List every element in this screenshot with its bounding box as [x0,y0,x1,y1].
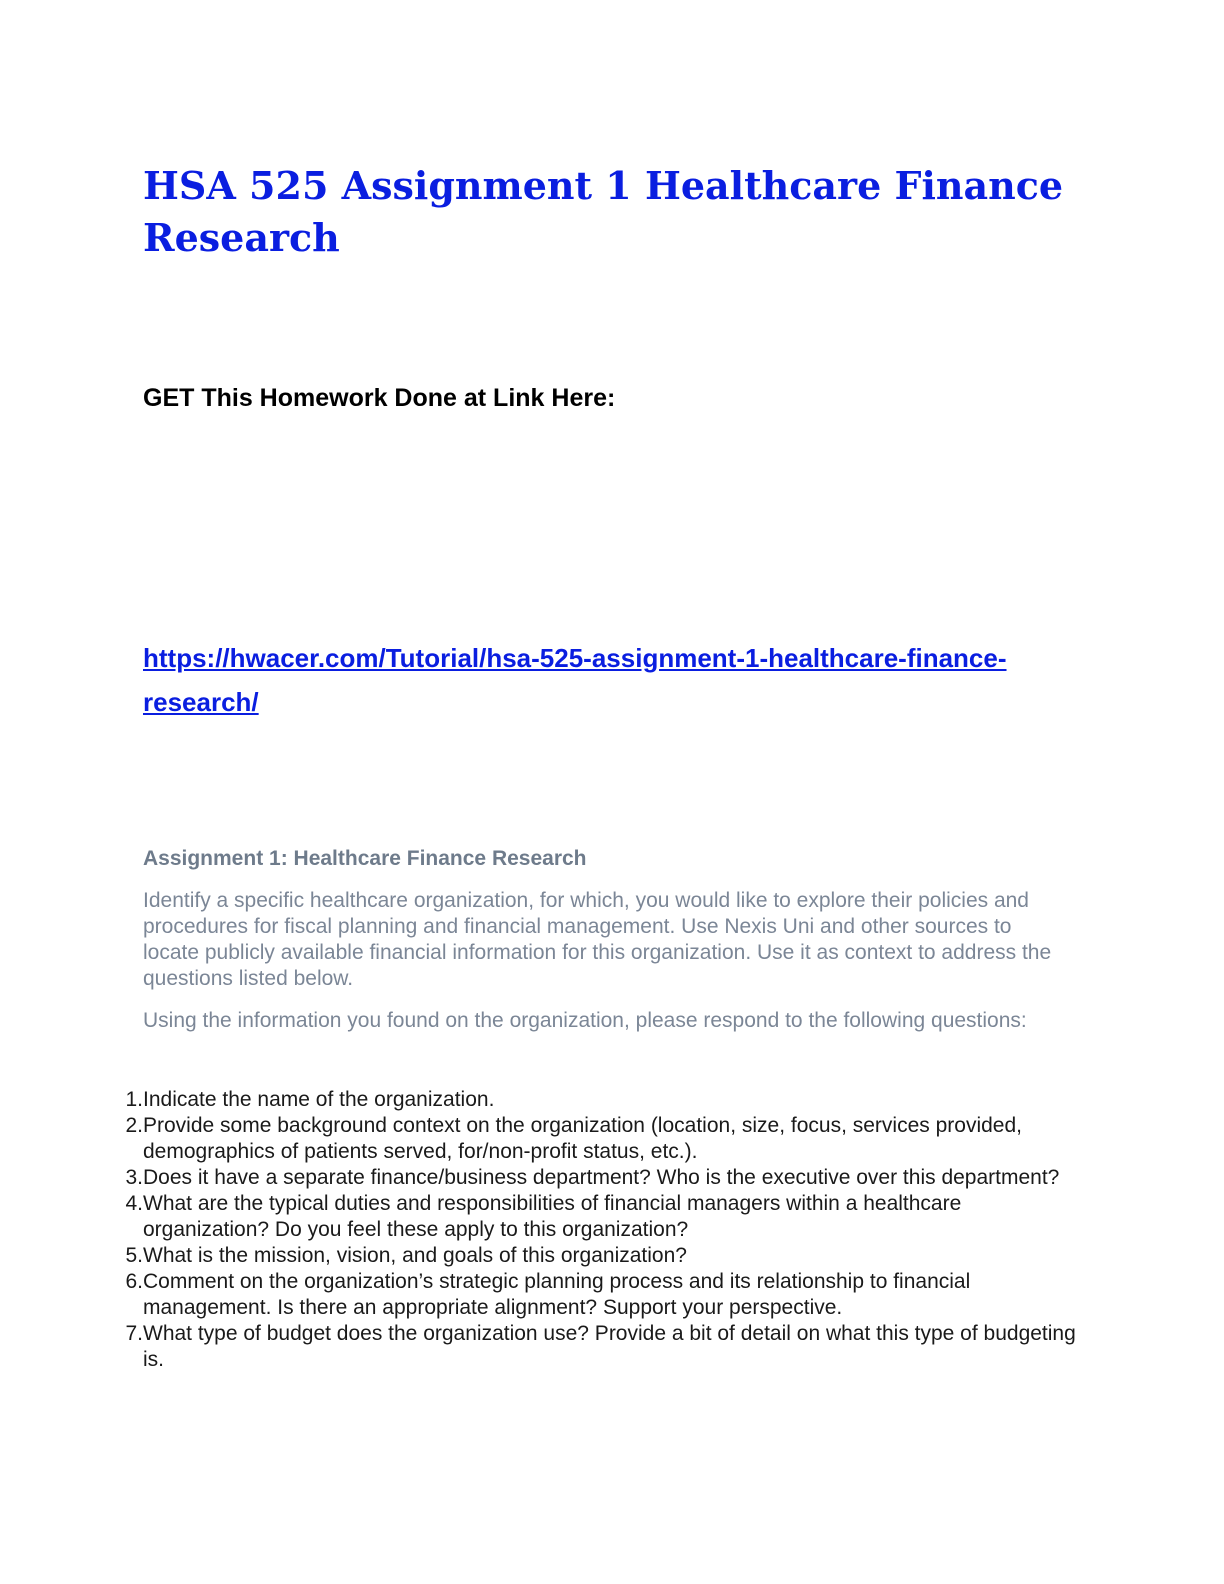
list-item-number: 1. [125,1088,143,1111]
list-item-number: 4. [125,1192,143,1215]
list-item-text: What are the typical duties and responsibilities of financial managers within a healthcare organization? Do you feel these apply to this organization? [143,1192,962,1241]
questions-list [100,1087,1080,1373]
list-item-number: 7. [125,1322,143,1345]
list-item [100,1321,1080,1373]
list-item [100,1165,1080,1191]
list-item-number: 3. [125,1166,143,1189]
document-title: HSA 525 Assignment 1 Healthcare Finance Research [143,163,1064,260]
list-item-text: What type of budget does the organization use? Provide a bit of detail on what this type of budgeting is. [143,1322,1076,1371]
list-item [100,1269,1080,1321]
list-item-text: What is the mission, vision, and goals of this organization? [143,1244,687,1267]
list-item [100,1243,1080,1269]
assignment-heading: Assignment 1: Healthcare Finance Research [143,847,587,870]
get-homework-line: GET This Homework Done at Link Here: [143,384,616,412]
list-item-number: 5. [125,1244,143,1267]
list-item [100,1113,1080,1165]
list-item-number: 6. [125,1270,143,1293]
list-item [100,1191,1080,1243]
list-item [100,1087,1080,1113]
list-item-text: Comment on the organization’s strategic planning process and its relationship to financial management. Is there an appropriate alignment? Support your perspective. [143,1270,971,1319]
tutorial-link[interactable]: https://hwacer.com/Tutorial/hsa-525-assignment-1-healthcare-finance-research/ [143,643,1007,717]
instructions-paragraph: Identify a specific healthcare organization, for which, you would like to explore their policies and procedures for fiscal planning and financial management. Use Nexis Uni and other sources to locate publicly available financial information for this organization. Use it as context to address the questions listed below. [143,889,1052,990]
list-item-text: Does it have a separate finance/business department? Who is the executive over this department? [143,1166,1060,1189]
list-item-text: Indicate the name of the organization. [143,1088,495,1111]
list-item-number: 2. [125,1114,143,1137]
list-item-text: Provide some background context on the organization (location, size, focus, services provided, demographics of patients served, for/non-profit status, etc.). [143,1114,1022,1163]
questions-intro-paragraph: Using the information you found on the organization, please respond to the following questions: [143,1009,1027,1032]
